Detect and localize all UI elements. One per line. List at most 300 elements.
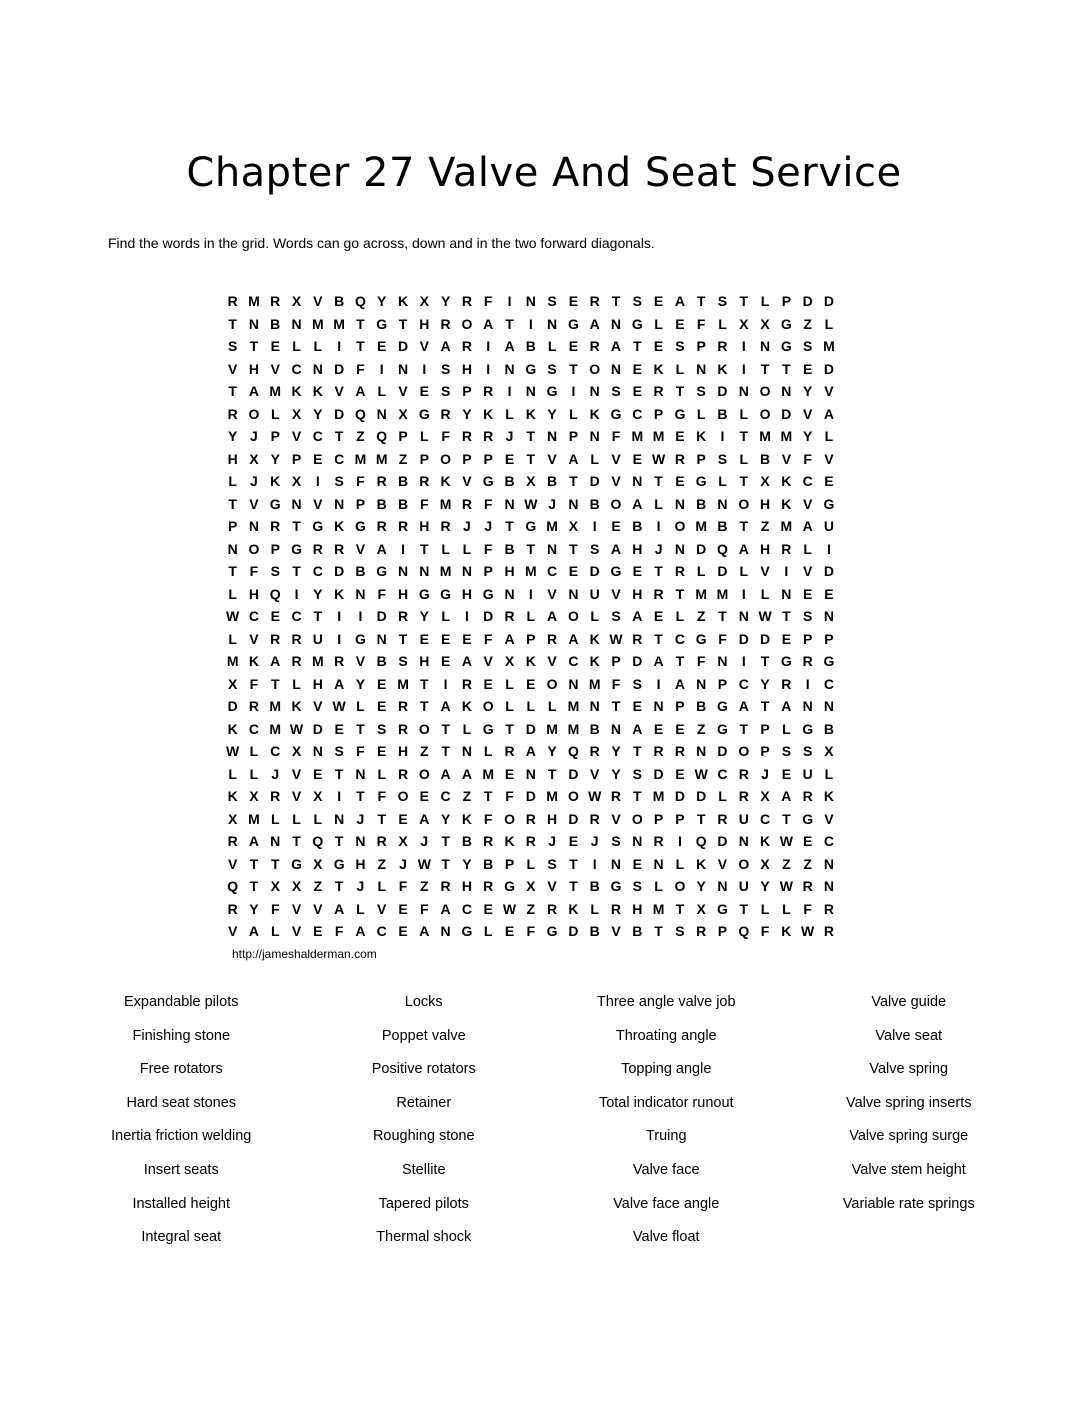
grid-letter: N (504, 585, 515, 602)
grid-letter: Z (420, 878, 429, 894)
grid-letter: D (823, 360, 835, 377)
grid-letter: I (486, 360, 491, 377)
grid-letter: Y (802, 383, 813, 399)
grid-letter: I (720, 428, 725, 444)
grid-letter: R (461, 338, 472, 354)
grid-letter: H (461, 585, 472, 602)
grid-letter: B (696, 495, 707, 512)
grid-letter: Z (313, 878, 323, 894)
grid-letter: N (610, 315, 622, 332)
grid-letter: T (377, 810, 386, 827)
grid-letter: G (780, 338, 792, 354)
grid-letter: J (399, 855, 407, 872)
grid-letter: J (548, 495, 556, 512)
grid-letter: I (486, 338, 491, 354)
grid-letter: R (334, 653, 345, 669)
grid-letter: L (462, 720, 472, 737)
grid-letter: B (589, 878, 600, 894)
grid-letter: S (547, 360, 557, 377)
grid-letter: B (397, 495, 409, 512)
grid-letter: R (376, 518, 387, 534)
grid-letter: V (802, 563, 813, 579)
grid-letter: L (505, 698, 514, 714)
grid-letter: J (505, 428, 514, 444)
grid-letter: T (696, 810, 706, 827)
grid-letter: X (270, 878, 280, 894)
grid-letter: V (227, 360, 238, 377)
grid-letter: R (483, 833, 494, 849)
grid-letter: A (483, 315, 494, 332)
grid-letter: F (696, 315, 706, 332)
grid-letter: F (718, 630, 727, 647)
grid-letter: Z (356, 428, 365, 444)
grid-letter: E (313, 923, 323, 939)
grid-letter: S (377, 720, 387, 737)
grid-letter: M (397, 675, 409, 692)
grid-letter: O (631, 810, 643, 827)
grid-letter: V (547, 585, 557, 602)
grid-letter: A (334, 675, 345, 692)
grid-letter: F (803, 450, 812, 467)
grid-letter: A (504, 630, 515, 647)
grid-letter: D (760, 630, 771, 647)
grid-letter: S (547, 293, 557, 309)
grid-letter: J (463, 518, 471, 534)
grid-letter: M (312, 315, 324, 332)
word-list-item: Poppet valve (381, 1027, 466, 1044)
grid-letter: O (589, 360, 601, 377)
grid-letter: M (567, 698, 580, 714)
grid-letter: X (398, 405, 408, 422)
grid-letter: M (375, 450, 388, 467)
grid-letter: B (461, 833, 472, 849)
grid-letter: R (781, 675, 792, 692)
grid-letter: E (675, 765, 685, 782)
grid-letter: A (248, 383, 259, 399)
grid-letter: T (760, 653, 770, 669)
grid-letter: E (568, 563, 579, 579)
grid-letter: T (569, 855, 578, 872)
word-list-item: Throating angle (615, 1027, 717, 1044)
grid-letter: H (461, 878, 472, 894)
grid-letter: M (269, 698, 282, 714)
grid-letter: K (312, 383, 323, 399)
grid-letter: C (547, 563, 558, 579)
word-list-item: Valve spring (869, 1061, 949, 1078)
grid-letter: A (610, 540, 622, 557)
grid-letter: R (397, 720, 409, 737)
grid-letter: H (248, 360, 259, 377)
grid-letter: P (483, 563, 493, 579)
grid-letter: F (803, 900, 812, 917)
grid-letter: R (419, 473, 430, 489)
grid-letter: N (653, 698, 664, 714)
grid-letter: A (419, 923, 430, 939)
grid-letter: R (547, 630, 558, 647)
grid-letter: D (738, 630, 749, 647)
grid-letter: X (291, 473, 302, 489)
grid-letter: K (525, 653, 536, 669)
grid-row (222, 875, 840, 898)
grid-letter: T (739, 720, 749, 737)
grid-letter: S (398, 653, 408, 669)
grid-letter: X (419, 293, 429, 309)
grid-letter: X (227, 675, 238, 692)
grid-letter: N (632, 473, 643, 489)
grid-letter: S (334, 473, 344, 489)
grid-letter: T (611, 293, 621, 309)
grid-letter: N (589, 428, 600, 444)
grid-letter: G (695, 473, 707, 489)
grid-letter: I (337, 788, 342, 804)
grid-letter: C (440, 788, 451, 804)
grid-row (222, 493, 840, 516)
grid-letter: R (461, 495, 472, 512)
grid-letter: Z (420, 743, 429, 759)
grid-letter: B (547, 473, 558, 489)
grid-letter: A (781, 698, 792, 714)
grid-letter: N (632, 833, 643, 849)
grid-letter: X (249, 450, 259, 467)
grid-letter: R (312, 540, 323, 557)
grid-letter: N (738, 608, 749, 624)
grid-letter: P (717, 675, 728, 692)
grid-letter: A (270, 653, 281, 669)
grid-letter: E (270, 608, 280, 624)
grid-letter: A (653, 653, 664, 669)
grid-letter: N (696, 360, 707, 377)
grid-letter: L (313, 338, 323, 354)
grid-letter: N (717, 495, 728, 512)
grid-letter: W (524, 495, 538, 512)
grid-letter: A (248, 923, 259, 939)
grid-letter: S (802, 338, 813, 354)
grid-letter: D (589, 473, 600, 489)
grid-letter: E (632, 698, 642, 714)
grid-letter: M (248, 810, 260, 827)
grid-letter: I (422, 360, 427, 377)
grid-letter: E (504, 765, 515, 782)
grid-letter: P (398, 428, 408, 444)
grid-letter: B (589, 923, 600, 939)
word-list-item: Valve float (632, 1229, 700, 1246)
grid-letter: T (228, 563, 237, 579)
grid-row (222, 425, 840, 448)
grid-letter: D (696, 788, 707, 804)
grid-letter: V (419, 338, 429, 354)
grid-letter: G (610, 878, 622, 894)
grid-letter: K (781, 495, 792, 512)
grid-letter: T (441, 743, 450, 759)
grid-letter: T (633, 743, 642, 759)
grid-letter: K (504, 833, 515, 849)
grid-letter: K (568, 900, 579, 917)
grid-letter: J (356, 810, 365, 827)
grid-row (222, 628, 840, 651)
grid-letter: K (440, 473, 451, 489)
grid-letter: R (610, 900, 622, 917)
word-column (788, 992, 1031, 1261)
grid-letter: T (782, 360, 791, 377)
grid-letter: B (504, 473, 515, 489)
grid-letter: U (738, 810, 749, 827)
grid-letter: W (332, 698, 346, 714)
grid-letter: N (248, 518, 259, 534)
grid-letter: L (505, 675, 514, 692)
grid-letter: D (227, 698, 238, 714)
grid-letter: D (653, 765, 664, 782)
grid-letter: I (805, 675, 810, 692)
grid-letter: W (588, 788, 602, 804)
grid-letter: L (505, 405, 514, 422)
grid-letter: I (358, 608, 363, 624)
grid-letter: E (440, 630, 451, 647)
grid-letter: L (739, 405, 749, 422)
grid-letter: G (440, 585, 452, 602)
grid-letter: Y (760, 675, 770, 692)
grid-letter: R (717, 810, 728, 827)
grid-letter: P (653, 810, 664, 827)
grid-letter: T (292, 563, 301, 579)
grid-letter: R (781, 540, 792, 557)
grid-letter: N (291, 315, 302, 332)
word-list-item: Valve face angle (613, 1195, 720, 1212)
grid-letter: I (741, 653, 746, 669)
grid-letter: G (291, 540, 302, 557)
grid-letter: L (569, 405, 578, 422)
grid-letter: R (440, 315, 451, 332)
grid-letter: N (227, 540, 238, 557)
grid-letter: P (653, 405, 664, 422)
grid-letter: U (738, 878, 749, 894)
grid-letter: E (802, 360, 813, 377)
grid-letter: Y (227, 428, 238, 444)
grid-letter: E (377, 338, 387, 354)
grid-row (222, 515, 840, 538)
grid-letter: T (505, 518, 514, 534)
grid-letter: I (464, 608, 469, 624)
grid-letter: E (824, 585, 834, 602)
grid-letter: T (739, 428, 749, 444)
grid-letter: Z (462, 788, 472, 804)
grid-letter: D (802, 293, 813, 309)
grid-letter: T (569, 878, 578, 894)
word-column (60, 992, 303, 1261)
grid-letter: R (653, 585, 664, 602)
grid-letter: T (270, 855, 280, 872)
grid-letter: L (356, 698, 365, 714)
grid-letter: P (291, 450, 302, 467)
grid-letter: M (652, 900, 665, 917)
grid-letter: I (592, 518, 597, 534)
grid-letter: E (419, 383, 429, 399)
grid-letter: S (802, 608, 813, 624)
grid-letter: R (674, 563, 685, 579)
grid-letter: N (823, 878, 835, 894)
grid-letter: G (717, 900, 728, 917)
grid-letter: V (355, 653, 366, 669)
grid-row (222, 448, 840, 471)
grid-letter: O (546, 675, 558, 692)
grid-letter: G (823, 653, 835, 669)
grid-letter: I (741, 338, 746, 354)
grid-letter: H (312, 675, 323, 692)
word-list-item: Truing (645, 1128, 687, 1145)
grid-letter: R (397, 608, 409, 624)
grid-letter: Y (313, 405, 323, 422)
grid-letter: W (651, 450, 666, 467)
grid-letter: N (397, 563, 409, 579)
grid-letter: E (632, 450, 642, 467)
grid-letter: E (419, 788, 429, 804)
grid-letter: K (696, 855, 707, 872)
grid-letter: C (312, 428, 323, 444)
grid-letter: L (590, 900, 599, 917)
grid-letter: N (717, 653, 728, 669)
grid-letter: M (588, 675, 601, 692)
grid-letter: N (823, 608, 835, 624)
grid-letter: B (270, 315, 281, 332)
grid-letter: B (717, 405, 728, 422)
grid-letter: P (270, 428, 280, 444)
grid-row (222, 403, 840, 426)
grid-letter: Z (526, 900, 536, 917)
grid-letter: A (504, 338, 515, 354)
grid-letter: G (376, 315, 388, 332)
grid-letter: J (250, 428, 258, 444)
grid-letter: V (781, 450, 792, 467)
grid-letter: L (547, 338, 557, 354)
grid-letter: S (675, 338, 685, 354)
grid-letter: R (589, 743, 600, 759)
grid-letter: H (419, 653, 430, 669)
grid-letter: V (313, 900, 323, 917)
grid-letter: A (525, 743, 536, 759)
grid-letter: N (589, 698, 600, 714)
grid-letter: V (291, 765, 302, 782)
grid-letter: I (528, 585, 533, 602)
grid-letter: M (652, 788, 665, 804)
grid-letter: I (294, 585, 299, 602)
grid-letter: O (738, 495, 750, 512)
grid-letter: G (780, 653, 792, 669)
grid-letter: A (674, 293, 685, 309)
grid-letter: L (824, 765, 834, 782)
grid-letter: P (568, 428, 579, 444)
grid-letter: I (571, 383, 576, 399)
grid-letter: V (291, 900, 302, 917)
word-list-item: Variable rate springs (842, 1195, 975, 1212)
grid-letter: T (356, 788, 365, 804)
grid-letter: Y (462, 855, 472, 872)
grid-letter: E (824, 473, 834, 489)
grid-letter: G (482, 473, 494, 489)
grid-letter: F (760, 923, 770, 939)
grid-letter: A (547, 608, 558, 624)
grid-letter: T (718, 608, 727, 624)
grid-letter: V (547, 450, 557, 467)
grid-letter: Y (760, 878, 770, 894)
grid-letter: I (315, 473, 320, 489)
grid-letter: A (738, 540, 749, 557)
grid-letter: G (312, 518, 324, 534)
grid-letter: J (548, 833, 556, 849)
grid-letter: A (440, 765, 451, 782)
grid-letter: E (653, 338, 664, 354)
grid-letter: O (461, 315, 473, 332)
grid-letter: W (417, 855, 431, 872)
grid-letter: M (759, 428, 771, 444)
grid-letter: M (567, 720, 580, 737)
grid-letter: C (312, 563, 323, 579)
grid-letter: R (227, 833, 238, 849)
grid-letter: Y (270, 450, 280, 467)
grid-letter: P (611, 653, 621, 669)
grid-letter: V (611, 473, 621, 489)
grid-letter: P (824, 630, 834, 647)
grid-letter: B (355, 563, 366, 579)
grid-letter: C (270, 743, 281, 759)
grid-letter: Y (547, 743, 557, 759)
grid-letter: I (592, 855, 597, 872)
grid-letter: S (717, 293, 728, 309)
grid-letter: S (632, 293, 642, 309)
grid-letter: R (270, 630, 281, 647)
grid-letter: R (738, 788, 749, 804)
grid-letter: Z (803, 315, 812, 332)
grid-letter: I (677, 833, 682, 849)
grid-letter: O (567, 788, 579, 804)
grid-letter: W (779, 878, 793, 894)
grid-letter: M (524, 563, 537, 579)
word-list-item: Valve guide (871, 994, 947, 1010)
grid-letter: C (760, 810, 771, 827)
grid-letter: X (249, 788, 259, 804)
grid-letter: R (504, 743, 515, 759)
grid-letter: Y (802, 428, 813, 444)
grid-letter: X (504, 653, 515, 669)
grid-letter: G (354, 630, 366, 647)
grid-letter: S (632, 878, 642, 894)
grid-letter: D (717, 563, 728, 579)
grid-letter: E (632, 855, 642, 872)
grid-letter: B (589, 495, 600, 512)
grid-letter: E (504, 923, 515, 939)
grid-letter: G (823, 495, 835, 512)
grid-letter: N (355, 585, 366, 602)
grid-letter: L (356, 900, 365, 917)
grid-row (222, 560, 840, 583)
grid-letter: M (354, 450, 367, 467)
grid-letter: N (376, 630, 387, 647)
grid-letter: V (355, 540, 366, 557)
grid-letter: Y (377, 293, 387, 309)
grid-letter: F (420, 495, 429, 512)
grid-letter: N (312, 360, 323, 377)
grid-letter: G (567, 315, 579, 332)
grid-letter: X (568, 518, 579, 534)
grid-letter: N (270, 833, 281, 849)
grid-letter: Z (398, 450, 408, 467)
grid-letter: T (334, 428, 344, 444)
grid-letter: M (312, 653, 324, 669)
grid-letter: P (462, 383, 472, 399)
grid-letter: G (695, 630, 707, 647)
grid-letter: L (739, 450, 749, 467)
grid-letter: Y (611, 765, 621, 782)
grid-letter: K (270, 473, 281, 489)
grid-letter: D (717, 833, 728, 849)
